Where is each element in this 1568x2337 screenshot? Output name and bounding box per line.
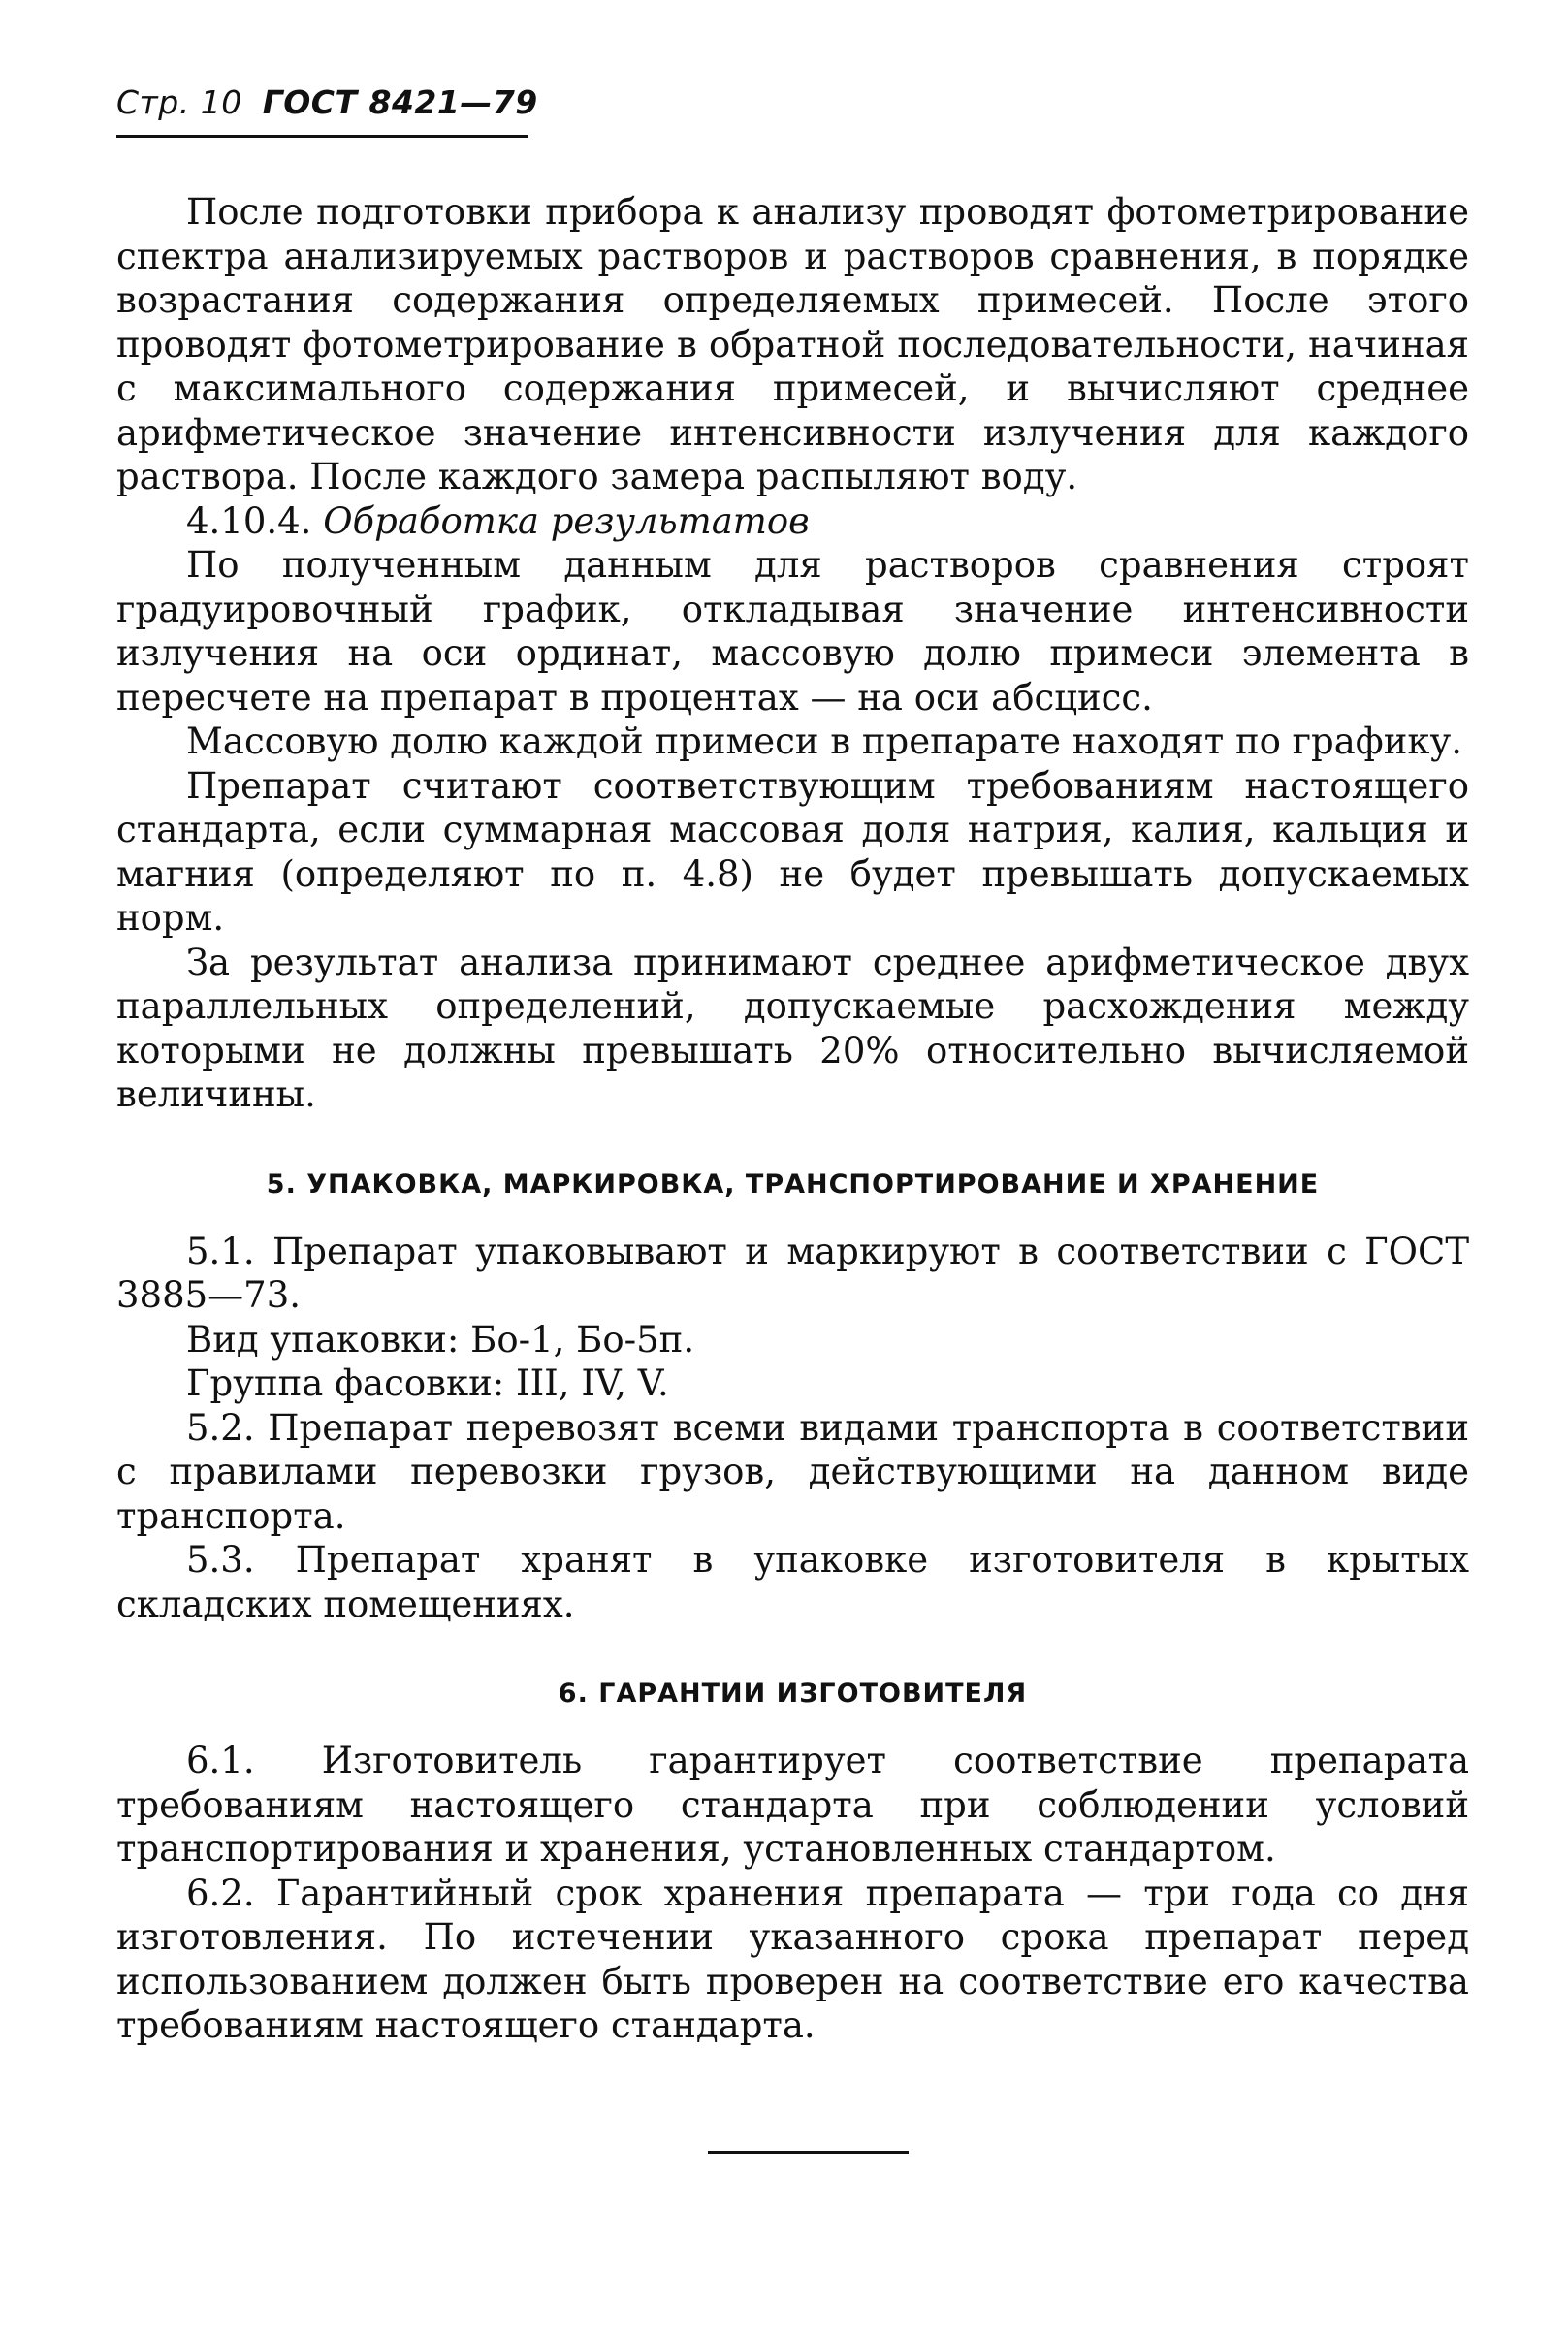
page-number: Стр. 10 <box>116 83 242 121</box>
paragraph-calibration-graph: По полученным данным для растворов сравнения строят градуировочный график, откладывая значение интенсивности излучения на оси ординат, массовую долю примеси элемента в пересчете на препарат в процентах — на оси абсцисс. <box>116 544 1469 719</box>
subsection-title: Обработка результатов <box>323 499 810 542</box>
subsection-4-10-4 <box>116 499 1469 544</box>
header-rule <box>116 135 528 138</box>
paragraph-photometry: После подготовки прибора к анализу проводят фотометрирование спектра анализируемых растворов и растворов сравнения, в порядке возрастания содержания определяемых примесей. После этого проводят фотометрирование в обратной последовательности, начиная с максимального содержания примесей, и вычисляют среднее арифметическое значение интенсивности излучения для каждого раствора. После каждого замера распыляют воду. <box>116 191 1469 497</box>
paragraph-6-1: 6.1. Изготовитель гарантирует соответствие препарата требованиям настоящего стандарта при соблюдении условий транспортирования и хранения, установленных стандартом. <box>116 1740 1469 1870</box>
page-header <box>116 83 538 121</box>
paragraph-6-2: 6.2. Гарантийный срок хранения препарата — три года со дня изготовления. По истечении указанного срока препарат перед использованием должен быть проверен на соответствие его качества требованиям настоящего стандарта. <box>116 1872 1469 2046</box>
subsection-number: 4.10.4. <box>186 499 312 542</box>
paragraph-5-1: 5.1. Препарат упаковывают и маркируют в соответствии с ГОСТ 3885—73. <box>116 1230 1469 1316</box>
paragraph-5-3: 5.3. Препарат хранят в упаковке изготовителя в крытых складских помещениях. <box>116 1539 1469 1625</box>
section-5-heading: 5. УПАКОВКА, МАРКИРОВКА, ТРАНСПОРТИРОВАНИЕ И ХРАНЕНИЕ <box>266 1168 1320 1200</box>
paragraph-compliance: Препарат считают соответствующим требованиям настоящего стандарта, если суммарная массовая доля натрия, калия, кальция и магния (определяют по п. 4.8) не будет превышать допускаемых норм. <box>116 764 1469 939</box>
paragraph-packaging-type: Вид упаковки: Бо-1, Бо-5п. <box>186 1318 695 1361</box>
paragraph-5-2: 5.2. Препарат перевозят всеми видами транспорта в соответствии с правилами перевозки грузов, действующими на данном виде транспорта. <box>116 1406 1469 1537</box>
paragraph-packing-group: Группа фасовки: III, IV, V. <box>186 1362 669 1404</box>
paragraph-result: За результат анализа принимают среднее арифметическое двух параллельных определений, допускаемые расхождения между которыми не должны превышать 20% относительно вычисляемой величины. <box>116 941 1469 1115</box>
standard-number: ГОСТ 8421—79 <box>262 83 538 121</box>
end-rule <box>708 2151 909 2154</box>
document-body <box>116 190 1469 2048</box>
section-6-heading: 6. ГАРАНТИИ ИЗГОТОВИТЕЛЯ <box>558 1679 1028 1709</box>
paragraph-mass-fraction: Массовую долю каждой примеси в препарате находят по графику. <box>186 720 1463 762</box>
